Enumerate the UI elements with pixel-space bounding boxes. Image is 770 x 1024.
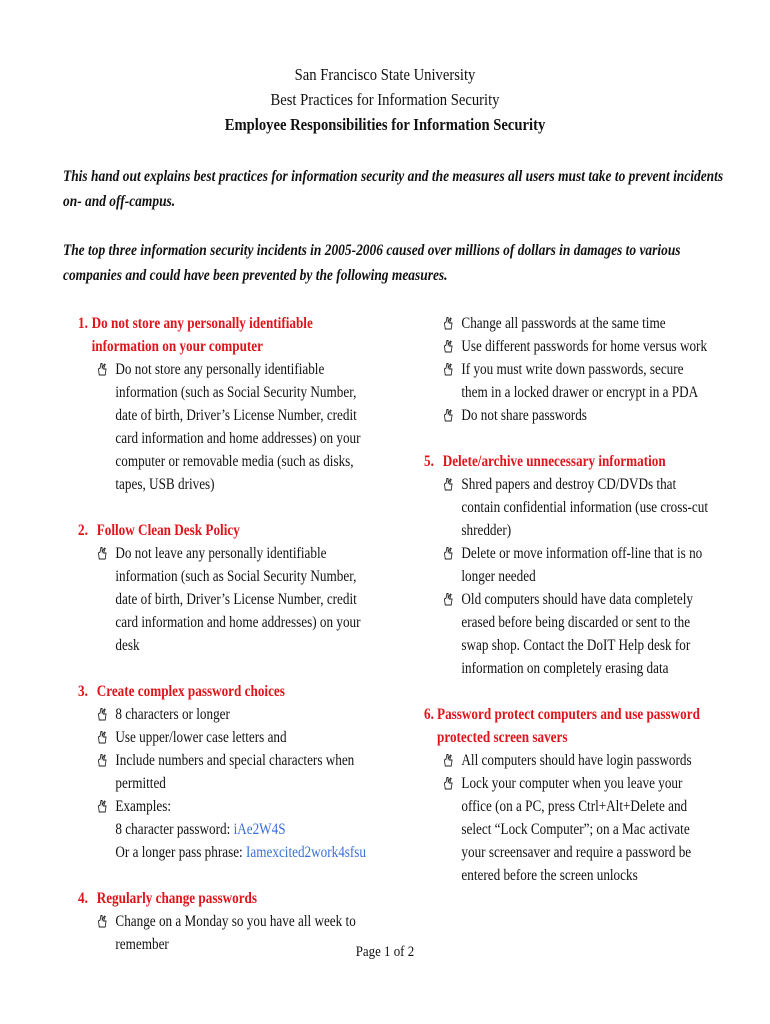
left-column xyxy=(78,312,433,979)
pointing-hand-icon xyxy=(443,753,455,767)
list-item: Do not store any personally identifiable information (such as Social Security Number, date of birth, Driver’s License Number, credit card information and home addresses) on your computer or removable media (such as disks, tapes, USB drives) xyxy=(97,358,380,496)
example-passphrase: Iamexcited2work4sfsu xyxy=(246,844,367,861)
section-5-heading: 5. Delete/archive unnecessary information xyxy=(424,453,666,470)
list-item: Lock your computer when you leave your office (on a PC, press Ctrl+Alt+Delete and select “Lock Computer”; on a Mac activate your screensaver and require a password be entered before the screen unlocks xyxy=(443,772,713,887)
pointing-hand-icon xyxy=(97,753,109,767)
section-3 xyxy=(78,680,380,864)
list-item: Include numbers and special characters when permitted xyxy=(97,749,380,795)
list-item: All computers should have login passwords xyxy=(443,749,713,772)
section-1-heading: 1. Do not store any personally identifiable information on your computer xyxy=(78,315,313,355)
section-6 xyxy=(424,703,713,887)
list-item: Delete or move information off-line that is no longer needed xyxy=(443,542,713,588)
page-number: Page 1 of 2 xyxy=(355,944,415,960)
example-pass-phrase: Or a longer pass phrase: Iamexcited2work4sfsu xyxy=(115,844,367,861)
pointing-hand-icon xyxy=(97,730,109,744)
pointing-hand-icon xyxy=(443,339,455,353)
list-item: Examples: 8 character password: iAe2W4S Or a longer pass phrase: Iamexcited2work4sfsu xyxy=(97,795,380,864)
intro-paragraph-2: The top three information security incidents in 2005-2006 caused over millions of dollars in damages to various companies and could have been prevented by the following measures. xyxy=(63,242,681,284)
section-4-continued xyxy=(424,312,713,427)
list-item: If you must write down passwords, secure them in a locked drawer or encrypt in a PDA xyxy=(443,358,713,404)
list-item: Do not share passwords xyxy=(443,404,713,427)
section-1 xyxy=(78,312,380,496)
example-password: iAe2W4S xyxy=(233,821,286,838)
pointing-hand-icon xyxy=(97,799,109,813)
list-item: Old computers should have data completely erased before being discarded or sent to the swap shop. Contact the DoIT Help desk for information on completely erasing data xyxy=(443,588,713,680)
list-item: 8 characters or longer xyxy=(97,703,380,726)
pointing-hand-icon xyxy=(97,707,109,721)
section-3-heading: 3. Create complex password choices xyxy=(78,683,285,700)
pointing-hand-icon xyxy=(443,316,455,330)
pointing-hand-icon xyxy=(97,914,109,928)
pointing-hand-icon xyxy=(443,477,455,491)
example-8-char: 8 character password: iAe2W4S xyxy=(115,821,286,838)
section-4-heading: 4. Regularly change passwords xyxy=(78,890,258,907)
section-2-heading: 2. Follow Clean Desk Policy xyxy=(78,522,240,539)
pointing-hand-icon xyxy=(97,362,109,376)
pointing-hand-icon xyxy=(443,362,455,376)
list-item: Shred papers and destroy CD/DVDs that contain confidential information (use cross-cut shredder) xyxy=(443,473,713,542)
pointing-hand-icon xyxy=(443,776,455,790)
section-5 xyxy=(424,450,713,680)
pointing-hand-icon xyxy=(97,546,109,560)
document-subtitle: Best Practices for Information Security xyxy=(270,90,500,109)
section-2 xyxy=(78,519,380,657)
pointing-hand-icon xyxy=(443,592,455,606)
page-footer xyxy=(0,944,770,961)
university-name: San Francisco State University xyxy=(294,65,476,84)
list-item: Use upper/lower case letters and xyxy=(97,726,380,749)
right-column xyxy=(424,312,764,910)
pointing-hand-icon xyxy=(443,408,455,422)
pointing-hand-icon xyxy=(443,546,455,560)
list-item: Do not leave any personally identifiable information (such as Social Security Number, date of birth, Driver’s License Number, credit card information and home addresses) on your desk xyxy=(97,542,380,657)
list-item: Change all passwords at the same time xyxy=(443,312,713,335)
intro-paragraph-1: This hand out explains best practices for information security and the measures all users must take to prevent incidents on- and off-campus. xyxy=(63,168,724,210)
document-header xyxy=(54,62,716,137)
section-6-heading: 6. Password protect computers and use password protected screen savers xyxy=(424,706,700,746)
list-item: Use different passwords for home versus work xyxy=(443,335,713,358)
list-item: Change on a Monday so you have all week to remember xyxy=(97,910,380,956)
document-title: Employee Responsibilities for Information Security xyxy=(224,115,546,134)
